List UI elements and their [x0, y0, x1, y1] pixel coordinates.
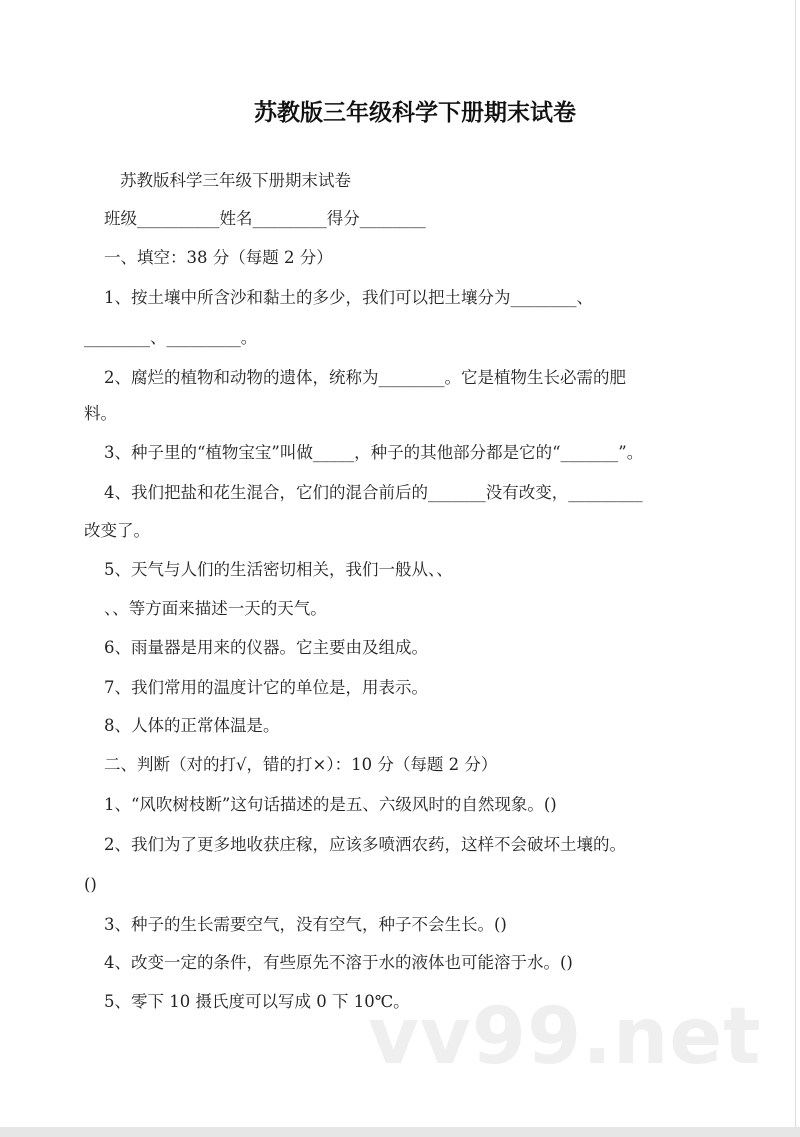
question-line: 料。	[84, 404, 117, 423]
section-heading: 二、判断（对的打√，错的打×）：10 分（每题 2 分）	[104, 755, 498, 774]
question-line: 2、腐烂的植物和动物的遗体，统称为________。它是植物生长必需的肥	[104, 368, 626, 387]
question-line: 4、我们把盐和花生混合，它们的混合前后的_______没有改变，_________	[104, 483, 643, 502]
question-line: 3、种子的生长需要空气，没有空气，种子不会生长。()	[104, 915, 507, 934]
question-line: 1、按土壤中所含沙和黏土的多少，我们可以把土壤分为________、	[104, 288, 593, 307]
question-line: 8、人体的正常体温是。	[104, 716, 280, 735]
question-line: 改变了。	[84, 521, 150, 540]
question-line: 5、零下 10 摄氏度可以写成 0 下 10℃。	[104, 992, 410, 1011]
section-heading: 一、填空：38 分（每题 2 分）	[104, 248, 333, 267]
subtitle: 苏教版科学三年级下册期末试卷	[120, 171, 351, 190]
question-line: 7、我们常用的温度计它的单位是，用表示。	[104, 678, 428, 697]
page-bottom-edge	[0, 1127, 800, 1137]
question-line: 4、改变一定的条件，有些原先不溶于水的液体也可能溶于水。()	[104, 953, 573, 972]
question-line: 1、“风吹树枝断”这句话描述的是五、六级风时的自然现象。()	[104, 795, 557, 814]
question-line: 2、我们为了更多地收获庄稼，应该多喷洒农药，这样不会破坏土壤的。	[104, 835, 626, 854]
document-title: 苏教版三年级科学下册期末试卷	[254, 100, 576, 126]
watermark: vv99.net	[368, 992, 762, 1082]
question-line: ()	[84, 875, 97, 894]
question-line: 5、天气与人们的生活密切相关，我们一般从、、	[104, 560, 453, 579]
question-line: 、、等方面来描述一天的天气。	[104, 599, 327, 618]
question-line: 3、种子里的“植物宝宝”叫做_____，种子的其他部分都是它的“_______”。	[104, 443, 644, 462]
question-line: ________、_________。	[84, 328, 258, 347]
header-fields: 班级__________姓名_________得分________	[104, 209, 426, 228]
question-line: 6、雨量器是用来的仪器。它主要由及组成。	[104, 638, 428, 657]
